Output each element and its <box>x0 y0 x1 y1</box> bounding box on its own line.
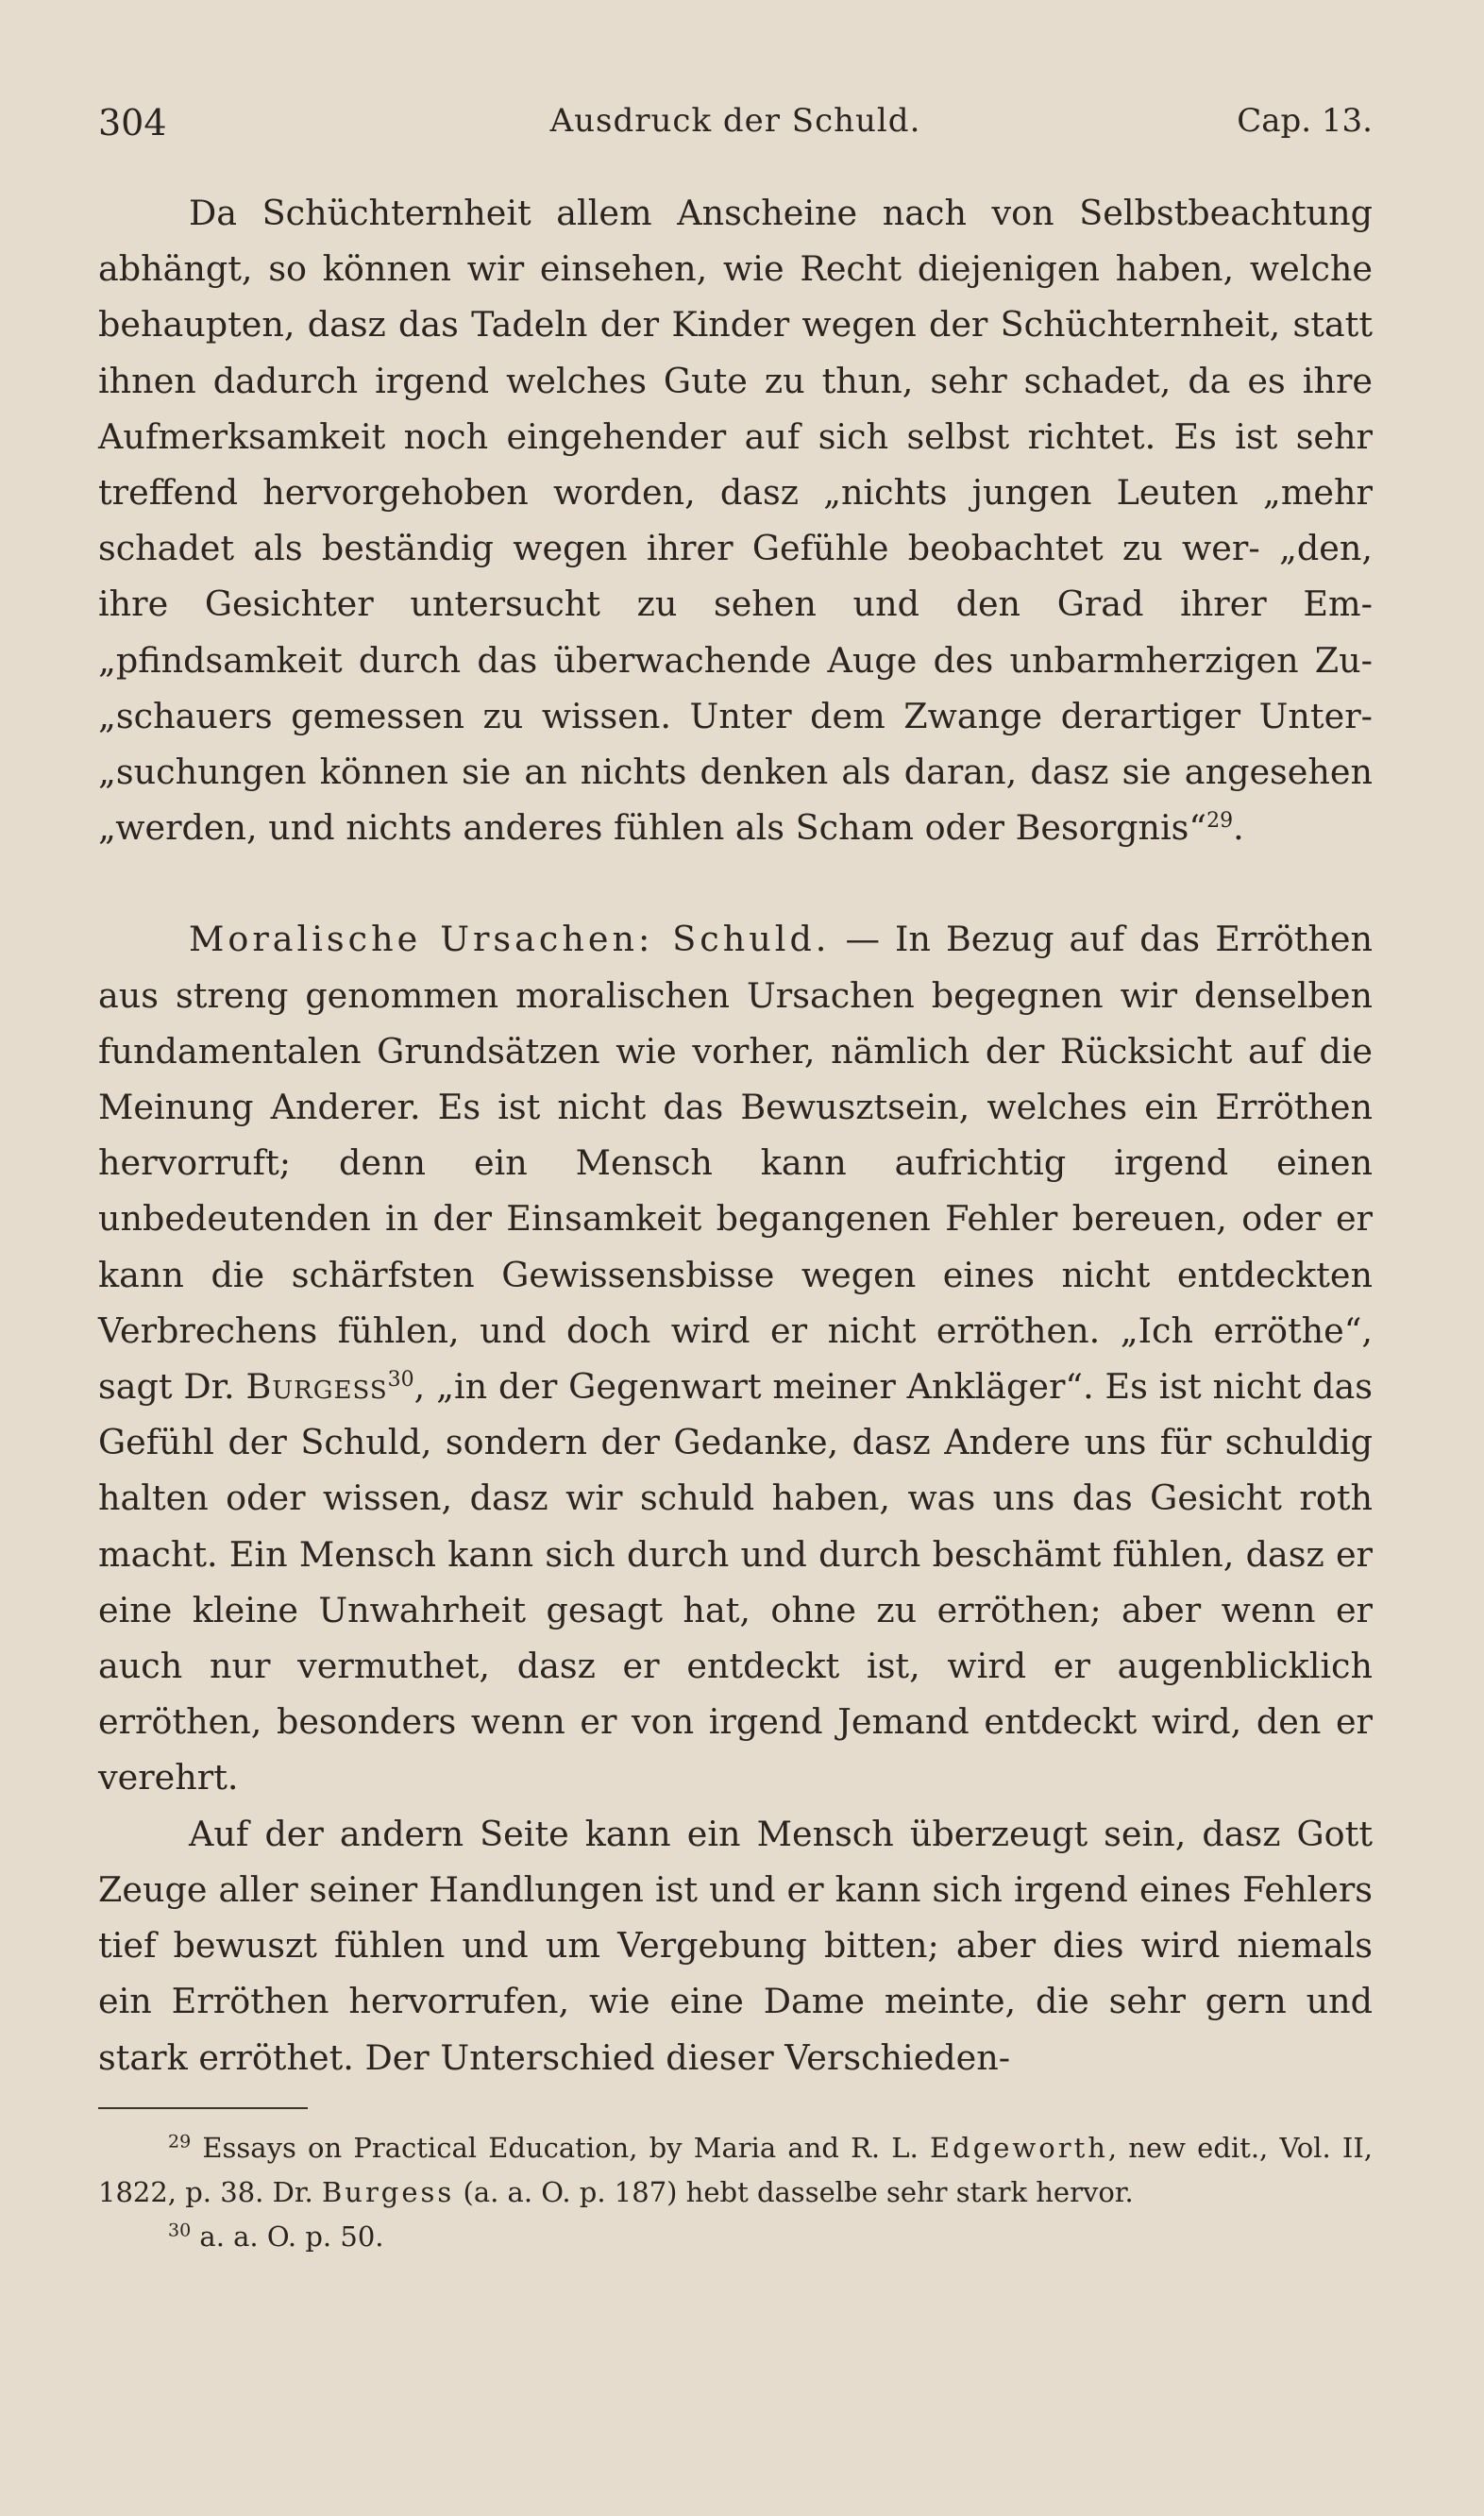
footnote-mark: 29 <box>168 2131 192 2153</box>
main-text <box>98 185 1373 2085</box>
paragraph-shyness <box>98 185 1373 855</box>
running-header <box>98 102 1373 149</box>
footnote-divider <box>98 2107 308 2109</box>
footnote-29 <box>98 2126 1373 2215</box>
paragraph-text: . <box>1233 807 1244 849</box>
footnote-ref-29[interactable]: 29 <box>1206 809 1234 834</box>
paragraph-moral-causes <box>98 911 1373 1805</box>
paragraph-text: Auf der andern Seite kann ein Mensch überzeugt sein, dasz Gott Zeuge aller seiner Handlungen ist und er kann sich irgend eines Fehlers tief bewuszt fühlen und um Vergebung bitten; aber dies wird niemals ein Erröthen hervorrufen, wie eine Dame meinte, die sehr gern und stark erröthet. Der Unterschied dieser Verschieden- <box>98 1813 1373 2078</box>
footnotes <box>98 2126 1373 2259</box>
footnote-text: , new edit., Vol. II, 1822, p. 38. Dr. <box>98 2132 1373 2208</box>
running-title: Ausdruck der Schuld. <box>549 102 921 140</box>
footnote-text: (a. a. O. p. 187) hebt dasselbe sehr stark hervor. <box>454 2176 1134 2208</box>
paragraph-text: Da Schüchternheit allem Anscheine nach von Selbstbeachtung abhängt, so können wir einsehen, wie Recht diejenigen haben, welche behaupten, dasz das Tadeln der Kinder wegen der Schüchternheit, statt ihnen dadurch irgend welches Gute zu thun, sehr schadet, da es ihre Aufmerksamkeit noch eingehender auf sich selbst richtet. Es ist sehr treffend hervorgehoben worden, dasz „nichts jungen Leuten „mehr schadet als beständig wegen ihrer Gefühle beobachtet zu wer- „den, ihre Gesichter untersucht zu sehen und den Grad ihrer Em- „pfindsamkeit durch das überwachende Auge des unbarmherzigen Zu- „schauers gemessen zu wissen. Unter dem Zwange derartiger Unter- „suchungen können sie an nichts denken als daran, dasz sie angesehen „werden, und nichts anderes fühlen als Scham oder Besorgnis“ <box>98 193 1373 849</box>
footnote-author: Burgess <box>321 2176 455 2208</box>
footnote-author: Edgeworth <box>929 2132 1108 2164</box>
footnote-text: a. a. O. p. 50. <box>191 2220 384 2253</box>
paragraph-god-witness <box>98 1806 1373 2085</box>
author-name: Burgess <box>245 1366 388 1408</box>
paragraph-text: , „in der Gegenwart meiner Ankläger“. Es ist nicht das Gefühl der Schuld, sondern der Gedanke, dasz Andere uns für schuldig halten oder wissen, dasz wir schuld haben, was uns das Gesicht roth macht. Ein Mensch kann sich durch und durch beschämt fühlen, dasz er eine kleine Unwahrheit gesagt hat, ohne zu erröthen; aber wenn er auch nur vermuthet, dasz er entdeckt ist, wird er augenblicklich erröthen, besonders wenn er von irgend Jemand entdeckt wird, den er verehrt. <box>98 1366 1373 1798</box>
chapter-label: Cap. 13. <box>1237 102 1373 140</box>
section-heading: Moralische Ursachen: Schuld. <box>189 919 831 960</box>
page-number: 304 <box>98 102 167 144</box>
paragraph-text: — In Bezug auf das Erröthen aus streng genommen moralischen Ursachen begegnen wir denselben fundamentalen Grundsätzen wie vorher, nämlich der Rücksicht auf die Meinung Anderer. Es ist nicht das Bewusztsein, welches ein Erröthen hervorruft; denn ein Mensch kann aufrichtig irgend einen unbedeutenden in der Einsamkeit begangenen Fehler bereuen, oder er kann die schärfsten Gewissensbisse wegen eines nicht entdeckten Verbrechens fühlen, und doch wird er nicht erröthen. „Ich erröthe“, sagt Dr. <box>98 919 1373 1408</box>
footnote-text: Essays on Practical Education, by Maria and R. L. <box>191 2132 930 2164</box>
footnote-ref-30[interactable]: 30 <box>387 1367 414 1392</box>
footnote-mark: 30 <box>168 2220 192 2241</box>
footnote-30 <box>98 2215 1373 2259</box>
